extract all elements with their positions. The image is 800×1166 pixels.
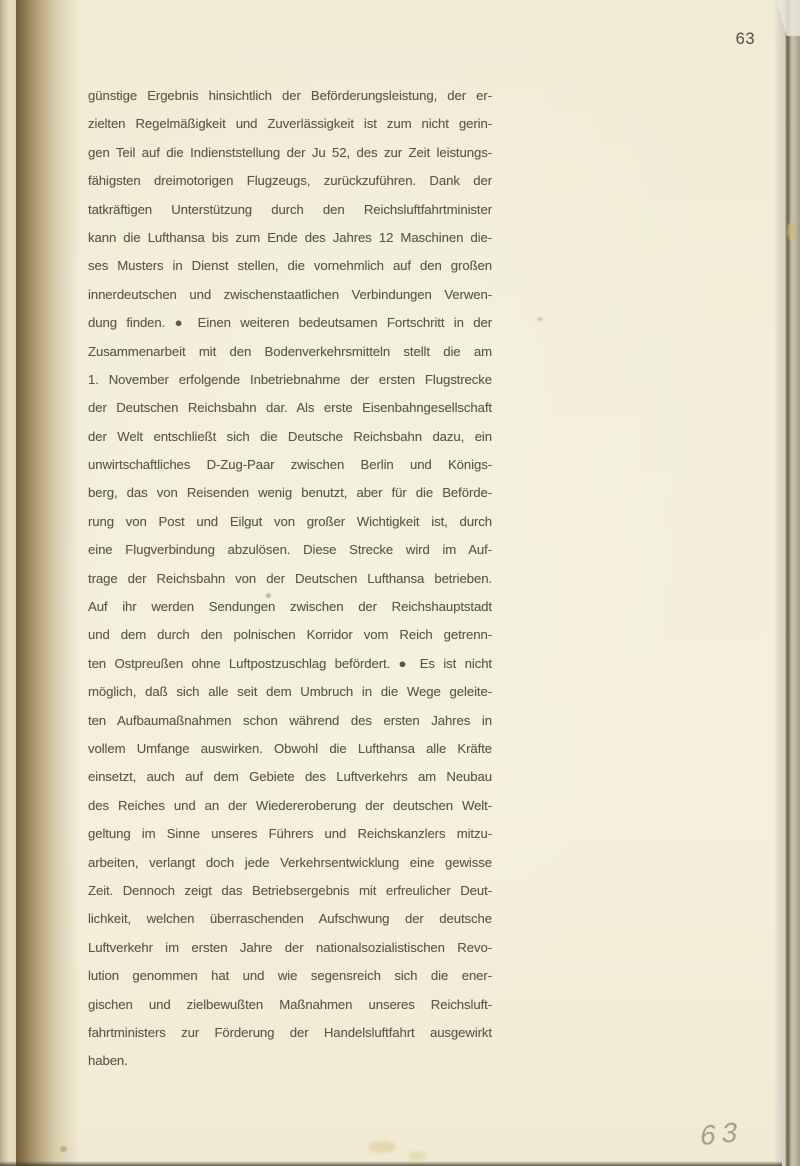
page-bottom-edge bbox=[0, 1161, 782, 1166]
paper-stain bbox=[537, 317, 543, 321]
paper-stain bbox=[408, 1151, 426, 1161]
text-line: innerdeutschen und zwischenstaatlichen Verbindungen Verwen- bbox=[88, 286, 492, 302]
body-text bbox=[88, 82, 492, 1076]
text-line: tatkräftigen Unterstützung durch den Reichsluftfahrtminister bbox=[88, 201, 492, 217]
text-line: lichkeit, welchen überraschenden Aufschwung der deutsche bbox=[88, 911, 492, 927]
text-line: Luftverkehr im ersten Jahre der nationalsozialistischen Revo- bbox=[88, 939, 492, 955]
text-line: eine Flugverbindung abzulösen. Diese Strecke wird im Auf- bbox=[88, 542, 492, 558]
facing-page-edge bbox=[0, 0, 16, 1166]
text-line: einsetzt, auch auf dem Gebiete des Luftverkehrs am Neubau bbox=[88, 769, 492, 785]
text-line: trage der Reichsbahn von der Deutschen Lufthansa betrieben. bbox=[88, 570, 492, 586]
text-line: der Deutschen Reichsbahn dar. Als erste Eisenbahngesellschaft bbox=[88, 400, 492, 416]
text-line: Zusammenarbeit mit den Bodenverkehrsmitteln stellt die am bbox=[88, 343, 492, 359]
text-line: ten Aufbaumaßnahmen schon während des ersten Jahres in bbox=[88, 712, 492, 728]
text-line: und dem durch den polnischen Korridor vom Reich getrenn- bbox=[88, 627, 492, 643]
text-line: der Welt entschließt sich die Deutsche Reichsbahn dazu, ein bbox=[88, 428, 492, 444]
text-line: des Reiches und an der Wiedereroberung der deutschen Welt- bbox=[88, 797, 492, 813]
text-line: möglich, daß sich alle seit dem Umbruch in die Wege geleite- bbox=[88, 684, 492, 700]
text-line: ten Ostpreußen ohne Luftpostzuschlag befördert. ● Es ist nicht bbox=[88, 655, 492, 671]
text-line: gen Teil auf die Indienststellung der Ju 52, des zur Zeit leistungs- bbox=[88, 144, 492, 160]
text-line: fähigsten dreimotorigen Flugzeugs, zurückzuführen. Dank der bbox=[88, 173, 492, 189]
text-line: günstige Ergebnis hinsichtlich der Beförderungsleistung, der er- bbox=[88, 88, 492, 103]
text-line: dung finden. ● Einen weiteren bedeutsamen Fortschritt in der bbox=[88, 315, 492, 331]
text-line: rung von Post und Eilgut von großer Wichtigkeit ist, durch bbox=[88, 513, 492, 529]
text-line: berg, das von Reisenden wenig benutzt, aber für die Beförde- bbox=[88, 485, 492, 501]
text-line: geltung im Sinne unseres Führers und Reichskanzlers mitzu- bbox=[88, 826, 492, 842]
gutter-shadow bbox=[16, 0, 80, 1166]
text-line: kann die Lufthansa bis zum Ende des Jahres 12 Maschinen die- bbox=[88, 229, 492, 245]
text-line: gischen und zielbewußten Maßnahmen unseres Reichsluft- bbox=[88, 996, 492, 1012]
text-line: fahrtministers zur Förderung der Handelsluftfahrt ausgewirkt bbox=[88, 1024, 492, 1040]
text-line: zielten Regelmäßigkeit und Zuverlässigkeit ist zum nicht gerin- bbox=[88, 116, 492, 132]
text-line: 1. November erfolgende Inbetriebnahme der ersten Flugstrecke bbox=[88, 371, 492, 387]
text-line: unwirtschaftliches D-Zug-Paar zwischen Berlin und Königs- bbox=[88, 457, 492, 473]
text-line: Auf ihr werden Sendungen zwischen der Reichshauptstadt bbox=[88, 599, 492, 615]
text-line: arbeiten, verlangt doch jede Verkehrsentwicklung eine gewisse bbox=[88, 854, 492, 870]
fore-edge-pages bbox=[774, 0, 800, 1166]
text-line: vollem Umfange auswirken. Obwohl die Lufthansa alle Kräfte bbox=[88, 740, 492, 756]
page-number: 63 bbox=[735, 30, 755, 48]
text-line: haben. bbox=[88, 1053, 128, 1069]
text-line: lution genommen hat und wie segensreich sich die ener- bbox=[88, 968, 492, 984]
text-line: ses Musters in Dienst stellen, die vornehmlich auf den großen bbox=[88, 258, 492, 274]
paper-stain bbox=[368, 1141, 396, 1153]
text-line: Zeit. Dennoch zeigt das Betriebsergebnis mit erfreulicher Deut- bbox=[88, 882, 492, 898]
pencil-page-number: 63 bbox=[699, 1115, 744, 1152]
